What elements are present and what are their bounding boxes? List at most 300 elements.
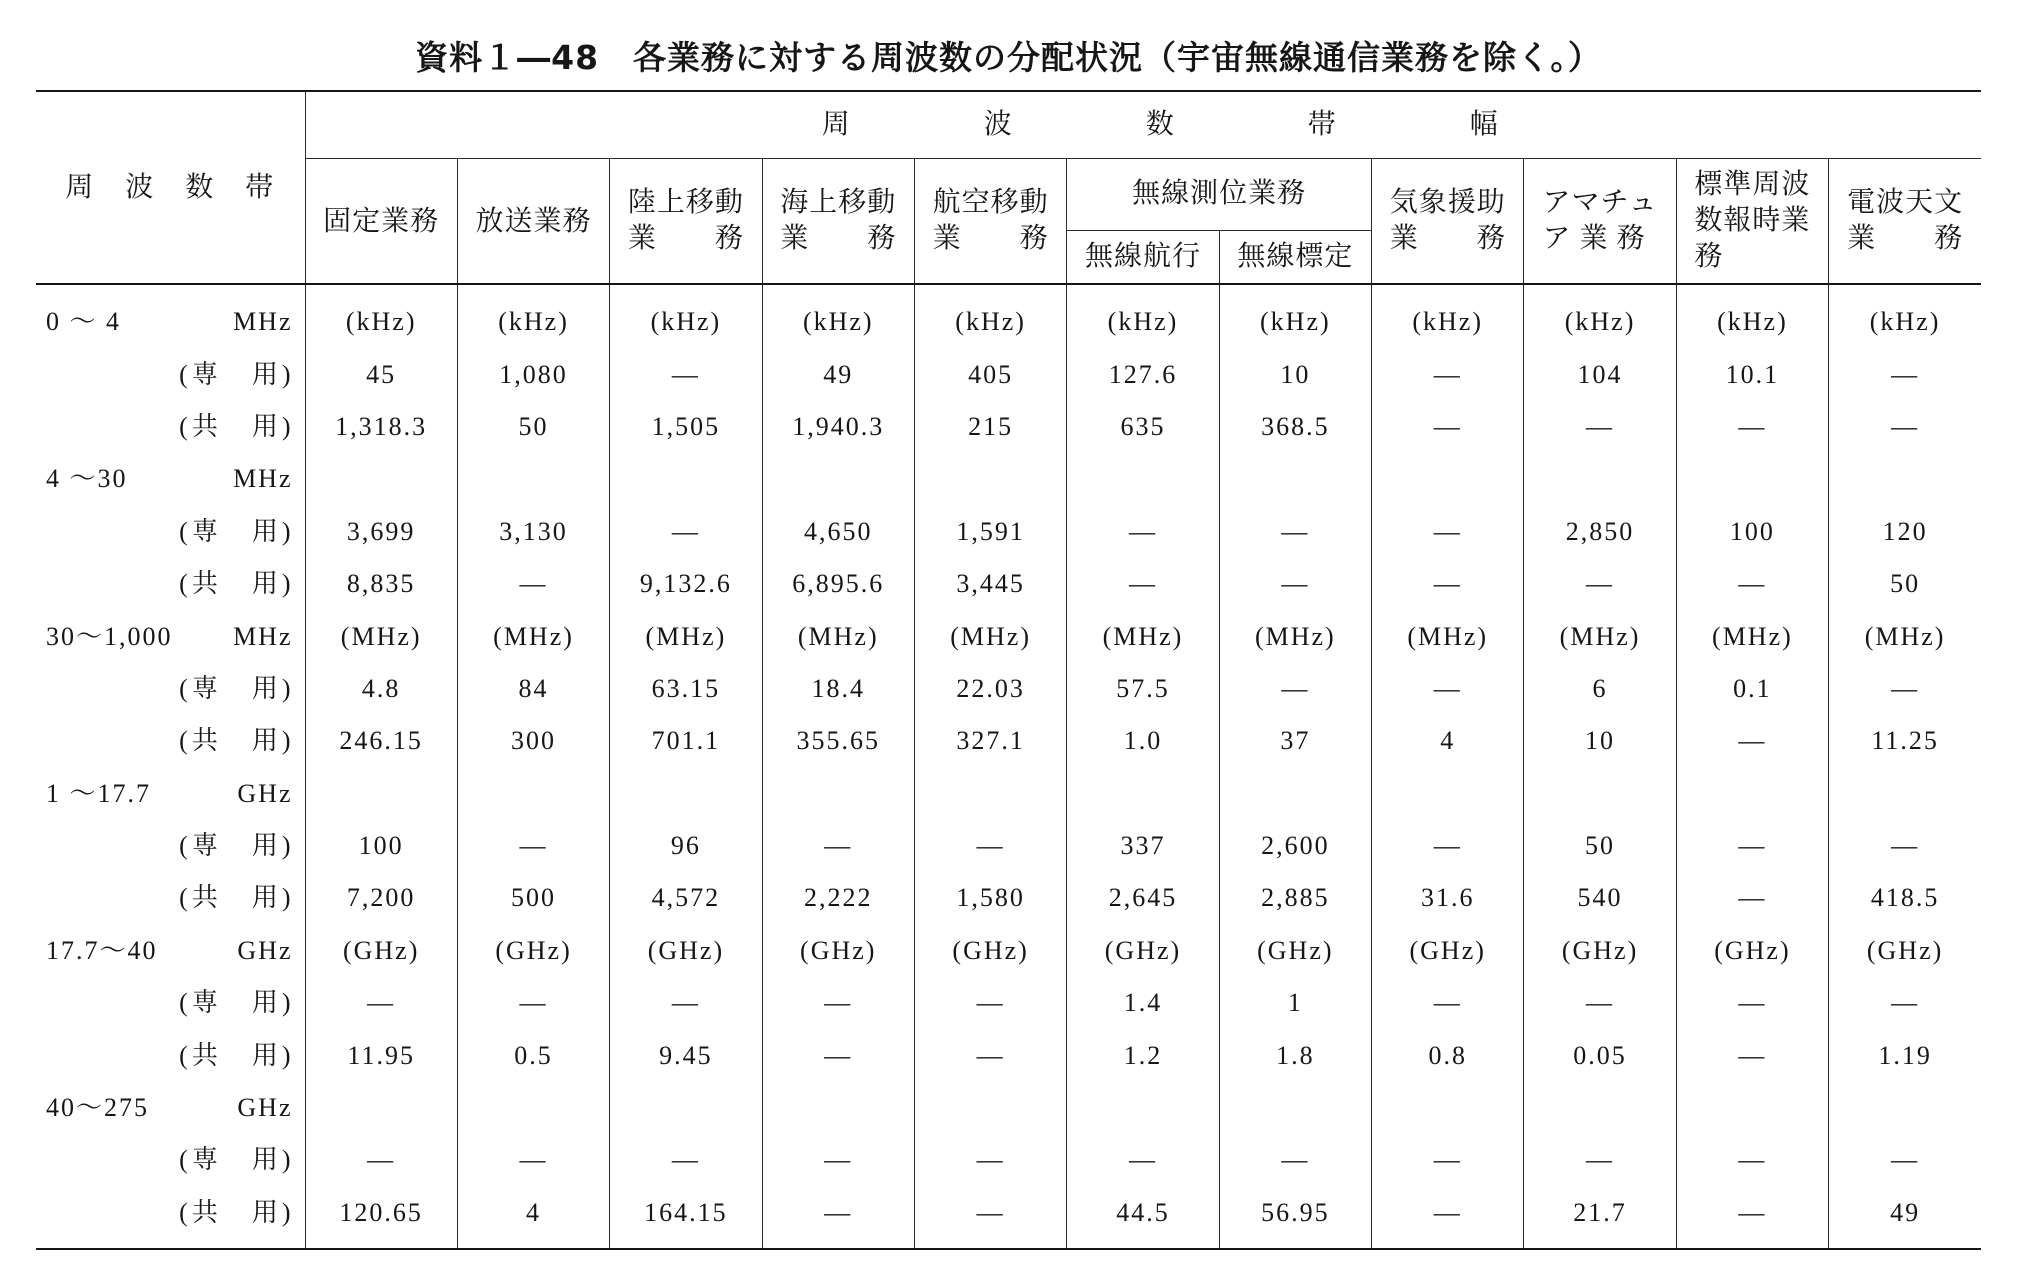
value-cell: 6 <box>1524 663 1676 715</box>
col-header-amateur-service <box>1524 158 1676 284</box>
value-unit-cell: (GHz) <box>305 925 457 977</box>
band-label-wrap <box>36 307 305 337</box>
value-cell: — <box>457 1134 609 1186</box>
value-cell: 418.5 <box>1829 872 1982 924</box>
value-cell: 337 <box>1067 820 1219 872</box>
value-cell: 45 <box>305 348 457 400</box>
band-unit: GHz <box>237 1093 293 1123</box>
header-line: 陸上移動 <box>627 186 744 218</box>
value-unit-cell: (MHz) <box>1219 610 1371 662</box>
bandwidth-group-header <box>305 91 1981 158</box>
col-header-broadcasting-service <box>457 158 609 284</box>
shared-row-label: (共 用) <box>179 883 295 913</box>
value-unit-cell: (kHz) <box>457 296 609 348</box>
spacer-cell <box>1676 284 1828 296</box>
value-cell: 164.15 <box>610 1187 762 1239</box>
value-cell: 7,200 <box>305 872 457 924</box>
value-unit-cell <box>1676 768 1828 820</box>
value-unit-cell: (MHz) <box>762 610 914 662</box>
value-cell: 2,645 <box>1067 872 1219 924</box>
col-header-label <box>323 204 439 240</box>
spacer-cell <box>1219 1239 1371 1249</box>
header-line: 固定業務 <box>323 205 440 237</box>
group-header-label: 無線測位業務 <box>1132 178 1307 209</box>
value-cell: 6,895.6 <box>762 558 914 610</box>
value-cell: — <box>762 820 914 872</box>
band-label <box>36 610 305 662</box>
header-line: 業 務 <box>780 222 897 254</box>
value-cell: 10 <box>1524 715 1676 767</box>
value-cell: 1.4 <box>1067 977 1219 1029</box>
band-unit: MHz <box>233 621 293 651</box>
value-unit-cell <box>1219 1082 1371 1134</box>
value-cell: — <box>1524 977 1676 1029</box>
band-range: 1 ～17.7 <box>46 778 152 808</box>
value-cell: 2,600 <box>1219 820 1371 872</box>
band-label-wrap <box>36 936 305 966</box>
band-range: 30～1,000 <box>46 621 173 651</box>
col-header-meteorological-aids-service <box>1372 158 1524 284</box>
value-unit-cell <box>1219 453 1371 505</box>
spacer-cell <box>305 1239 457 1249</box>
value-cell: — <box>1524 1134 1676 1186</box>
value-unit-cell <box>1524 1082 1676 1134</box>
value-cell: — <box>914 977 1066 1029</box>
value-unit-cell: (kHz) <box>1829 296 1982 348</box>
header-line: 無線航行 <box>1084 240 1201 272</box>
value-cell: 31.6 <box>1372 872 1524 924</box>
band-unit: MHz <box>233 307 293 337</box>
header-line: 海上移動 <box>780 186 897 218</box>
value-cell: — <box>1372 401 1524 453</box>
value-cell: 44.5 <box>1067 1187 1219 1239</box>
value-cell: — <box>914 1187 1066 1239</box>
value-unit-cell <box>914 1082 1066 1134</box>
value-cell: — <box>762 1187 914 1239</box>
dedicated-row <box>36 348 1981 400</box>
value-cell: 246.15 <box>305 715 457 767</box>
value-cell: 1,318.3 <box>305 401 457 453</box>
band-row <box>36 925 1981 977</box>
value-cell: — <box>1829 348 1982 400</box>
shared-row-label: (共 用) <box>179 1040 295 1070</box>
band-column-header <box>36 91 305 284</box>
col-header-label <box>1542 185 1657 257</box>
col-header-land-mobile-service <box>610 158 762 284</box>
header-line: 電波天文 <box>1847 186 1964 218</box>
header-line: 務 <box>1694 240 1724 272</box>
value-unit-cell: (kHz) <box>1372 296 1524 348</box>
value-cell: 1 <box>1219 977 1371 1029</box>
value-cell: 0.05 <box>1524 1029 1676 1081</box>
value-cell: — <box>1829 820 1982 872</box>
header-line: 業 務 <box>932 222 1049 254</box>
header-row-2 <box>36 158 1981 230</box>
value-cell: — <box>610 506 762 558</box>
value-cell: 1,580 <box>914 872 1066 924</box>
value-unit-cell: (kHz) <box>1676 296 1828 348</box>
value-cell: — <box>914 1134 1066 1186</box>
col-header-label <box>1847 185 1963 257</box>
value-cell: — <box>1829 663 1982 715</box>
band-range: 4 ～30 <box>46 464 128 494</box>
band-label <box>36 768 305 820</box>
value-cell: — <box>762 977 914 1029</box>
value-cell: 37 <box>1219 715 1371 767</box>
value-cell: — <box>1676 558 1828 610</box>
value-unit-cell <box>914 768 1066 820</box>
value-cell: — <box>457 977 609 1029</box>
value-unit-cell: (kHz) <box>762 296 914 348</box>
value-unit-cell <box>457 768 609 820</box>
band-row <box>36 1082 1981 1134</box>
band-range: 17.7～40 <box>46 935 158 965</box>
shared-row-label: (共 用) <box>179 411 295 441</box>
band-range: 0 ～ 4 <box>46 307 122 337</box>
value-unit-cell <box>1524 453 1676 505</box>
spacer-cell <box>914 284 1066 296</box>
value-cell: — <box>1676 1134 1828 1186</box>
dedicated-row-label: (専 用) <box>179 988 295 1018</box>
value-unit-cell <box>762 768 914 820</box>
value-cell: 9,132.6 <box>610 558 762 610</box>
value-unit-cell <box>1676 1082 1828 1134</box>
value-cell: 11.25 <box>1829 715 1982 767</box>
value-cell: — <box>1372 820 1524 872</box>
spacer-cell <box>914 1239 1066 1249</box>
header-line: ア 業 務 <box>1542 222 1646 254</box>
value-unit-cell: (MHz) <box>457 610 609 662</box>
spacer-cell <box>1067 1239 1219 1249</box>
value-unit-cell: (GHz) <box>762 925 914 977</box>
band-range: 40～275 <box>46 1093 150 1123</box>
value-cell: 49 <box>762 348 914 400</box>
spacer-cell <box>1676 1239 1828 1249</box>
shared-row <box>36 401 1981 453</box>
shared-row <box>36 1029 1981 1081</box>
value-unit-cell <box>1067 1082 1219 1134</box>
value-cell: 21.7 <box>1524 1187 1676 1239</box>
value-cell: 120 <box>1829 506 1982 558</box>
value-cell: 2,222 <box>762 872 914 924</box>
spacer-cell <box>1372 1239 1524 1249</box>
value-cell: — <box>1524 558 1676 610</box>
spacer-cell <box>305 284 457 296</box>
band-column-header-label: 周 波 数 帯 <box>65 171 276 203</box>
value-cell: 84 <box>457 663 609 715</box>
value-cell: — <box>1219 663 1371 715</box>
value-cell: 104 <box>1524 348 1676 400</box>
value-unit-cell <box>610 453 762 505</box>
value-cell: 500 <box>457 872 609 924</box>
value-cell: 635 <box>1067 401 1219 453</box>
value-unit-cell: (MHz) <box>1067 610 1219 662</box>
value-cell: — <box>1067 558 1219 610</box>
header-line: 航空移動 <box>932 186 1049 218</box>
value-cell: 4 <box>457 1187 609 1239</box>
col-header-label <box>1694 167 1810 275</box>
document-title: 資料１―48 各業務に対する周波数の分配状況（宇宙無線通信業務を除く。） <box>415 38 1602 77</box>
value-cell: — <box>1372 977 1524 1029</box>
value-unit-cell <box>457 1082 609 1134</box>
shared-row <box>36 1187 1981 1239</box>
header-line: 気象援助 <box>1389 186 1506 218</box>
band-label-wrap <box>36 779 305 809</box>
value-cell: — <box>305 1134 457 1186</box>
dedicated-row <box>36 820 1981 872</box>
bandwidth-group-label: 周 波 数 帯 幅 <box>821 108 1551 140</box>
shared-row-label: (共 用) <box>179 726 295 756</box>
value-unit-cell <box>610 768 762 820</box>
value-cell: 1,940.3 <box>762 401 914 453</box>
value-cell: 56.95 <box>1219 1187 1371 1239</box>
col-header-label <box>780 185 896 257</box>
frequency-allocation-table <box>36 90 1981 1250</box>
value-cell: — <box>305 977 457 1029</box>
value-cell: — <box>1372 1134 1524 1186</box>
col-header-label <box>1390 185 1506 257</box>
col-header-radiodetermination-group <box>1067 158 1372 230</box>
value-cell: — <box>1676 401 1828 453</box>
spacer-cell <box>1524 1239 1676 1249</box>
value-cell: 100 <box>1676 506 1828 558</box>
value-cell: 1,505 <box>610 401 762 453</box>
value-cell: — <box>1676 715 1828 767</box>
spacer-cell <box>610 284 762 296</box>
col-header-radiolocation <box>1219 230 1371 284</box>
value-cell: 540 <box>1524 872 1676 924</box>
value-cell: 22.03 <box>914 663 1066 715</box>
band-unit: GHz <box>237 778 293 808</box>
value-cell: 0.1 <box>1676 663 1828 715</box>
spacer-cell <box>36 1239 305 1249</box>
value-cell: — <box>1067 506 1219 558</box>
value-cell: 0.5 <box>457 1029 609 1081</box>
value-cell: — <box>1829 401 1982 453</box>
spacer-cell <box>1067 284 1219 296</box>
value-unit-cell <box>305 453 457 505</box>
value-cell: — <box>1372 1187 1524 1239</box>
value-unit-cell <box>1829 1082 1982 1134</box>
value-cell: 4,572 <box>610 872 762 924</box>
band-label <box>36 296 305 348</box>
value-cell: 50 <box>1829 558 1982 610</box>
table-header <box>36 91 1981 284</box>
value-cell: 4.8 <box>305 663 457 715</box>
value-unit-cell <box>610 1082 762 1134</box>
value-unit-cell <box>1372 768 1524 820</box>
value-unit-cell <box>1676 453 1828 505</box>
value-unit-cell: (kHz) <box>1219 296 1371 348</box>
value-unit-cell <box>1067 453 1219 505</box>
dedicated-row <box>36 506 1981 558</box>
spacer-cell <box>762 284 914 296</box>
dedicated-row-label: (専 用) <box>179 673 295 703</box>
value-cell: 215 <box>914 401 1066 453</box>
shared-row <box>36 715 1981 767</box>
value-cell: — <box>610 977 762 1029</box>
value-cell: — <box>1219 506 1371 558</box>
value-unit-cell: (MHz) <box>305 610 457 662</box>
col-header-label <box>476 204 592 240</box>
band-row <box>36 453 1981 505</box>
spacer-row <box>36 1239 1981 1249</box>
value-unit-cell: (kHz) <box>610 296 762 348</box>
value-unit-cell: (kHz) <box>305 296 457 348</box>
value-cell: 405 <box>914 348 1066 400</box>
col-header-radionavigation <box>1067 230 1219 284</box>
band-unit: MHz <box>233 464 293 494</box>
value-cell: 8,835 <box>305 558 457 610</box>
spacer-cell <box>457 284 609 296</box>
value-cell: 10.1 <box>1676 348 1828 400</box>
value-cell: — <box>1372 663 1524 715</box>
value-cell: 1.2 <box>1067 1029 1219 1081</box>
value-unit-cell <box>762 453 914 505</box>
value-unit-cell <box>1372 1082 1524 1134</box>
value-cell: 1,591 <box>914 506 1066 558</box>
col-header-aeronautical-mobile-service <box>914 158 1066 284</box>
value-unit-cell: (kHz) <box>1067 296 1219 348</box>
value-unit-cell <box>1219 768 1371 820</box>
spacer-cell <box>1829 284 1982 296</box>
band-row <box>36 296 1981 348</box>
header-line: 放送業務 <box>475 205 592 237</box>
value-cell: 63.15 <box>610 663 762 715</box>
col-header-maritime-mobile-service <box>762 158 914 284</box>
value-cell: 3,699 <box>305 506 457 558</box>
value-cell: — <box>1676 872 1828 924</box>
value-unit-cell <box>1829 453 1982 505</box>
value-unit-cell <box>1524 768 1676 820</box>
value-unit-cell: (GHz) <box>1524 925 1676 977</box>
value-cell: 1.8 <box>1219 1029 1371 1081</box>
dedicated-row <box>36 663 1981 715</box>
spacer-cell <box>762 1239 914 1249</box>
value-cell: 100 <box>305 820 457 872</box>
value-cell: 368.5 <box>1219 401 1371 453</box>
dedicated-row-label: (専 用) <box>179 359 295 389</box>
value-cell: 3,130 <box>457 506 609 558</box>
dedicated-row-label: (専 用) <box>179 516 295 546</box>
spacer-cell <box>1372 284 1524 296</box>
value-cell: 1.19 <box>1829 1029 1982 1081</box>
value-cell: 0.8 <box>1372 1029 1524 1081</box>
col-header-label <box>933 185 1049 257</box>
value-cell: — <box>1829 1134 1982 1186</box>
spacer-cell <box>1524 284 1676 296</box>
col-header-fixed-service <box>305 158 457 284</box>
value-unit-cell: (MHz) <box>1676 610 1828 662</box>
value-unit-cell <box>762 1082 914 1134</box>
value-unit-cell: (kHz) <box>1524 296 1676 348</box>
shared-row <box>36 558 1981 610</box>
value-cell: — <box>1219 558 1371 610</box>
value-unit-cell: (MHz) <box>610 610 762 662</box>
value-cell: 50 <box>457 401 609 453</box>
value-unit-cell: (GHz) <box>1219 925 1371 977</box>
value-unit-cell <box>305 1082 457 1134</box>
value-cell: 10 <box>1219 348 1371 400</box>
value-cell: — <box>1676 1029 1828 1081</box>
value-cell: — <box>1676 1187 1828 1239</box>
value-cell: 3,445 <box>914 558 1066 610</box>
col-header-standard-frequency-time-service <box>1676 158 1828 284</box>
shared-row-label: (共 用) <box>179 569 295 599</box>
value-cell: 327.1 <box>914 715 1066 767</box>
value-unit-cell <box>1829 768 1982 820</box>
header-line: アマチュ <box>1542 186 1658 218</box>
spacer-cell <box>610 1239 762 1249</box>
table-body <box>36 284 1981 1249</box>
shared-row <box>36 872 1981 924</box>
band-label <box>36 1082 305 1134</box>
value-cell: 300 <box>457 715 609 767</box>
value-cell: 9.45 <box>610 1029 762 1081</box>
value-cell: — <box>457 558 609 610</box>
value-cell: 18.4 <box>762 663 914 715</box>
value-cell: — <box>1372 558 1524 610</box>
value-unit-cell: (kHz) <box>914 296 1066 348</box>
value-cell: — <box>1067 1134 1219 1186</box>
value-cell: 4,650 <box>762 506 914 558</box>
value-unit-cell: (MHz) <box>914 610 1066 662</box>
value-unit-cell <box>914 453 1066 505</box>
value-cell: 57.5 <box>1067 663 1219 715</box>
value-cell: 120.65 <box>305 1187 457 1239</box>
value-cell: 1.0 <box>1067 715 1219 767</box>
col-header-label <box>628 185 744 257</box>
band-label <box>36 453 305 505</box>
dedicated-row <box>36 977 1981 1029</box>
value-cell: — <box>1372 506 1524 558</box>
spacer-cell <box>457 1239 609 1249</box>
value-cell: — <box>1524 401 1676 453</box>
value-unit-cell: (GHz) <box>1372 925 1524 977</box>
header-line: 数報時業 <box>1694 204 1811 236</box>
value-unit-cell <box>1372 453 1524 505</box>
band-unit: GHz <box>237 935 293 965</box>
value-cell: 96 <box>610 820 762 872</box>
band-row <box>36 768 1981 820</box>
value-cell: 50 <box>1524 820 1676 872</box>
band-label-wrap <box>36 1093 305 1123</box>
value-unit-cell: (GHz) <box>457 925 609 977</box>
value-cell: — <box>1676 820 1828 872</box>
band-row <box>36 610 1981 662</box>
value-cell: — <box>457 820 609 872</box>
spacer-row <box>36 284 1981 296</box>
value-unit-cell: (MHz) <box>1524 610 1676 662</box>
spacer-cell <box>1219 284 1371 296</box>
value-cell: 4 <box>1372 715 1524 767</box>
dedicated-row <box>36 1134 1981 1186</box>
value-unit-cell: (GHz) <box>1067 925 1219 977</box>
value-cell: — <box>762 1029 914 1081</box>
value-unit-cell: (MHz) <box>1372 610 1524 662</box>
value-unit-cell: (GHz) <box>914 925 1066 977</box>
band-label-wrap <box>36 622 305 652</box>
value-unit-cell: (GHz) <box>1829 925 1982 977</box>
value-cell: — <box>1219 1134 1371 1186</box>
value-cell: 701.1 <box>610 715 762 767</box>
value-cell: 127.6 <box>1067 348 1219 400</box>
value-cell: — <box>914 820 1066 872</box>
value-cell: — <box>610 348 762 400</box>
value-unit-cell <box>1067 768 1219 820</box>
header-line: 業 務 <box>1847 222 1964 254</box>
value-cell: 355.65 <box>762 715 914 767</box>
